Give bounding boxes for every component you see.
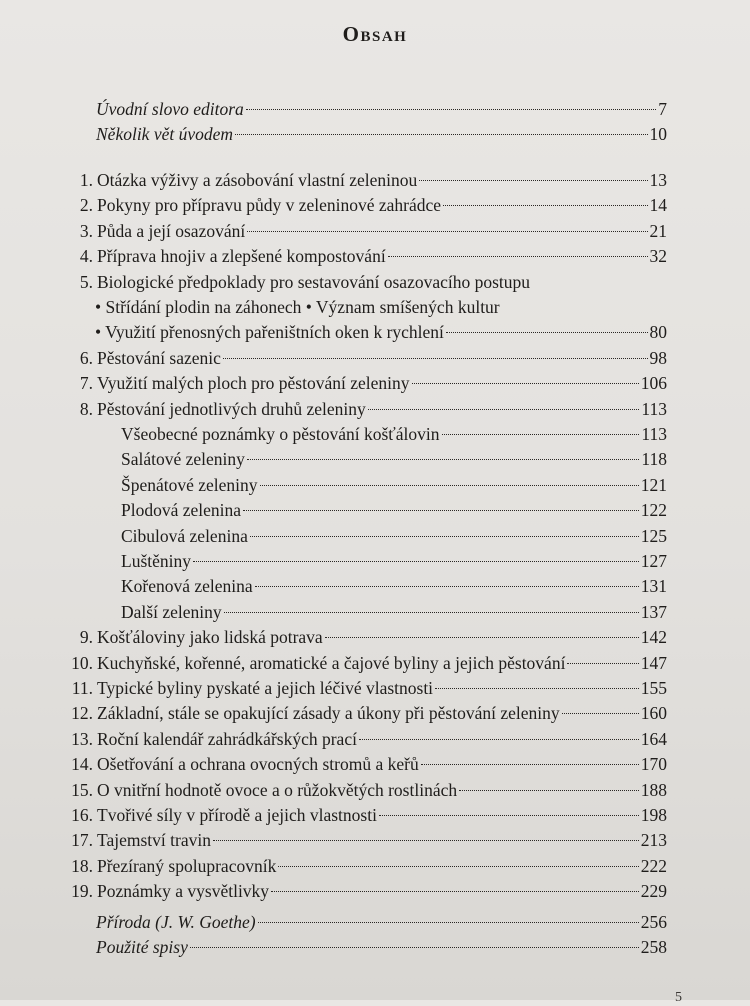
- page-number: 118: [641, 449, 667, 470]
- dot-leader: [412, 383, 639, 384]
- toc-chapter-entry: [0, 752, 667, 776]
- dot-leader: [359, 739, 639, 740]
- dot-leader: [278, 866, 638, 867]
- page-number: 121: [640, 474, 667, 495]
- entry-title: Přezíraný spolupracovník: [97, 855, 277, 876]
- toc-chapter-entry: [0, 803, 667, 827]
- entry-title: Pěstování jednotlivých druhů zeleniny: [97, 398, 366, 419]
- entry-title: Několik vět úvodem: [96, 124, 234, 145]
- toc-appendix-entry: [0, 935, 667, 959]
- page-number: 14: [649, 195, 667, 216]
- entry-number: 7.: [79, 373, 93, 394]
- toc-chapter-entry: [0, 371, 667, 395]
- entry-number: 19.: [71, 881, 93, 902]
- toc-subchapter-entry: [0, 498, 667, 522]
- entry-title: O vnitřní hodnotě ovoce a o růžokvětých rostlinách: [97, 779, 458, 800]
- dot-leader: [443, 205, 647, 206]
- dot-leader: [368, 409, 640, 410]
- page-number: 229: [640, 881, 667, 902]
- entry-number: 11.: [71, 678, 93, 698]
- entry-title: Ošetřování a ochrana ovocných stromů a keřů: [97, 754, 419, 775]
- page-number: 160: [640, 703, 667, 724]
- dot-leader: [379, 815, 639, 816]
- dot-leader: [250, 536, 639, 537]
- toc-chapter-entry: [0, 219, 667, 243]
- entry-title: Poznámky a vysvětlivky: [97, 881, 270, 902]
- dot-leader: [325, 637, 639, 638]
- entry-number: 10.: [71, 652, 93, 673]
- page-number: 10: [649, 124, 667, 145]
- dot-leader: [243, 510, 639, 511]
- entry-number: 16.: [71, 805, 93, 825]
- entry-number: 13.: [71, 728, 93, 749]
- page-number: 127: [640, 551, 667, 571]
- dot-leader: [255, 586, 639, 587]
- dot-leader: [442, 434, 640, 435]
- entry-title: Kořenová zelenina: [121, 576, 253, 597]
- entry-title: Půda a její osazování: [97, 220, 246, 241]
- toc-chapter-entry: [0, 727, 667, 751]
- entry-number: 9.: [79, 627, 93, 648]
- dot-leader: [260, 485, 639, 486]
- toc-subchapter-entry: [0, 549, 667, 573]
- dot-leader: [223, 358, 648, 359]
- toc-subchapter-entry: [0, 447, 667, 471]
- dot-leader: [224, 612, 639, 613]
- dot-leader: [435, 688, 639, 689]
- entry-title: Salátové zeleniny: [121, 449, 245, 470]
- toc-chapter-entry: [0, 244, 667, 268]
- page-number: 21: [649, 220, 667, 241]
- entry-number: 4.: [79, 246, 93, 267]
- entry-title: Biologické předpoklady pro sestavování osazovacího postupu: [97, 271, 531, 292]
- entry-title: Pokyny pro přípravu půdy v zeleninové zahrádce: [97, 195, 442, 216]
- toc-chapter-entry: [0, 193, 667, 217]
- toc-chapter-entry: [0, 854, 667, 878]
- toc-chapter-entry: [0, 320, 667, 344]
- entry-title: Cibulová zelenina: [121, 525, 248, 546]
- toc-chapter-entry: [0, 676, 667, 700]
- dot-leader: [193, 561, 639, 562]
- page-number: 80: [649, 322, 667, 343]
- entry-number: 5.: [79, 271, 93, 292]
- page-number: 98: [649, 347, 667, 368]
- toc-chapter-entry: [0, 397, 667, 421]
- entry-number: 6.: [79, 347, 93, 368]
- toc-chapter-entry: [0, 625, 667, 649]
- page-number: 258: [640, 937, 667, 958]
- entry-title: Plodová zelenina: [121, 500, 242, 521]
- entry-number: 15.: [71, 779, 93, 800]
- page-number: 213: [640, 830, 667, 851]
- page-number: 122: [640, 500, 667, 521]
- page-number: 198: [640, 805, 667, 825]
- entry-title: Roční kalendář zahrádkářských prací: [97, 728, 357, 749]
- page-number: 113: [641, 398, 667, 419]
- entry-title: • Střídání plodin na záhonech • Význam smíšených kultur: [95, 297, 500, 317]
- dot-leader: [388, 256, 648, 257]
- entry-number: 12.: [71, 703, 93, 724]
- toc-subchapter-entry: [0, 422, 667, 446]
- dot-leader: [459, 790, 639, 791]
- entry-title: Otázka výživy a zásobování vlastní zeleninou: [97, 170, 418, 190]
- page-folio: 5: [675, 990, 682, 1005]
- entry-number: 3.: [79, 220, 93, 241]
- entry-title: Základní, stále se opakující zásady a úkony při pěstování zeleniny: [97, 703, 560, 724]
- entry-title: Pěstování sazenic: [97, 347, 221, 368]
- entry-title: Příroda (J. W. Goethe): [96, 912, 256, 932]
- dot-leader: [271, 891, 639, 892]
- toc-appendix-entry: [0, 910, 667, 934]
- entry-title: Typické byliny pyskaté a jejich léčivé vlastnosti: [97, 678, 434, 698]
- entry-number: 8.: [79, 398, 93, 419]
- entry-title: Příprava hnojiv a zlepšené kompostování: [97, 246, 386, 267]
- toc-subchapter-entry: [0, 473, 667, 497]
- entry-title: Špenátové zeleniny: [121, 474, 258, 495]
- toc-chapter-entry: [0, 651, 667, 675]
- page-number: 155: [640, 678, 667, 698]
- page-number: 125: [640, 525, 667, 546]
- entry-title: Všeobecné poznámky o pěstování košťálovin: [121, 424, 440, 444]
- dot-leader: [247, 231, 647, 232]
- toc-chapter-entry: [0, 879, 667, 903]
- toc-intro-entry: [0, 97, 667, 121]
- entry-title: Kuchyňské, kořenné, aromatické a čajové byliny a jejich pěstování: [97, 652, 566, 673]
- toc-chapter-entry: [0, 270, 667, 294]
- toc-chapter-entry: [0, 778, 667, 802]
- entry-title: Využití malých ploch pro pěstování zeleniny: [97, 373, 410, 394]
- dot-leader: [446, 332, 648, 333]
- entry-number: 1.: [79, 170, 93, 190]
- page-title: Obsah: [342, 22, 408, 46]
- page-number: 142: [640, 627, 667, 648]
- page-number: 131: [640, 576, 667, 597]
- entry-title: Košťáloviny jako lidská potrava: [97, 627, 323, 648]
- dot-leader: [246, 109, 656, 110]
- page-number: 137: [640, 601, 667, 622]
- dot-leader: [190, 947, 639, 948]
- page-number: 170: [640, 754, 667, 775]
- entry-title: Tajemství travin: [97, 830, 211, 851]
- toc-subchapter-entry: [0, 574, 667, 598]
- page-number: 13: [649, 170, 667, 190]
- toc-chapter-entry: [0, 295, 667, 319]
- page-number: 256: [640, 912, 667, 932]
- toc-chapter-entry: [0, 346, 667, 370]
- dot-leader: [562, 713, 639, 714]
- toc-subchapter-entry: [0, 600, 667, 624]
- toc-chapter-entry: [0, 168, 667, 192]
- entry-title: Použité spisy: [96, 937, 188, 958]
- page-number: 113: [641, 424, 667, 444]
- entry-number: 14.: [71, 754, 93, 775]
- page-number: 222: [640, 855, 667, 876]
- dot-leader: [419, 180, 647, 181]
- toc-subchapter-entry: [0, 524, 667, 548]
- entry-title: Další zeleniny: [121, 601, 222, 622]
- page-number: 32: [649, 246, 667, 267]
- entry-title: • Využití přenosných pařeništních oken k rychlení: [95, 322, 444, 343]
- entry-number: 2.: [79, 195, 93, 216]
- toc-intro-entry: [0, 122, 667, 146]
- toc-chapter-entry: [0, 828, 667, 852]
- page-number: 164: [640, 728, 667, 749]
- entry-title: Luštěniny: [121, 551, 191, 571]
- entry-number: 17.: [71, 830, 93, 851]
- dot-leader: [247, 459, 639, 460]
- dot-leader: [213, 840, 639, 841]
- dot-leader: [421, 764, 639, 765]
- entry-number: 18.: [71, 855, 93, 876]
- entry-title: Úvodní slovo editora: [96, 99, 244, 119]
- page-number: 106: [640, 373, 667, 394]
- page-number: 7: [658, 99, 667, 119]
- entry-title: Tvořivé síly v přírodě a jejich vlastnosti: [97, 805, 377, 825]
- page-number: 188: [640, 779, 667, 800]
- dot-leader: [235, 134, 647, 135]
- toc-chapter-entry: [0, 701, 667, 725]
- dot-leader: [567, 663, 638, 664]
- dot-leader: [258, 922, 639, 923]
- page-number: 147: [640, 652, 667, 673]
